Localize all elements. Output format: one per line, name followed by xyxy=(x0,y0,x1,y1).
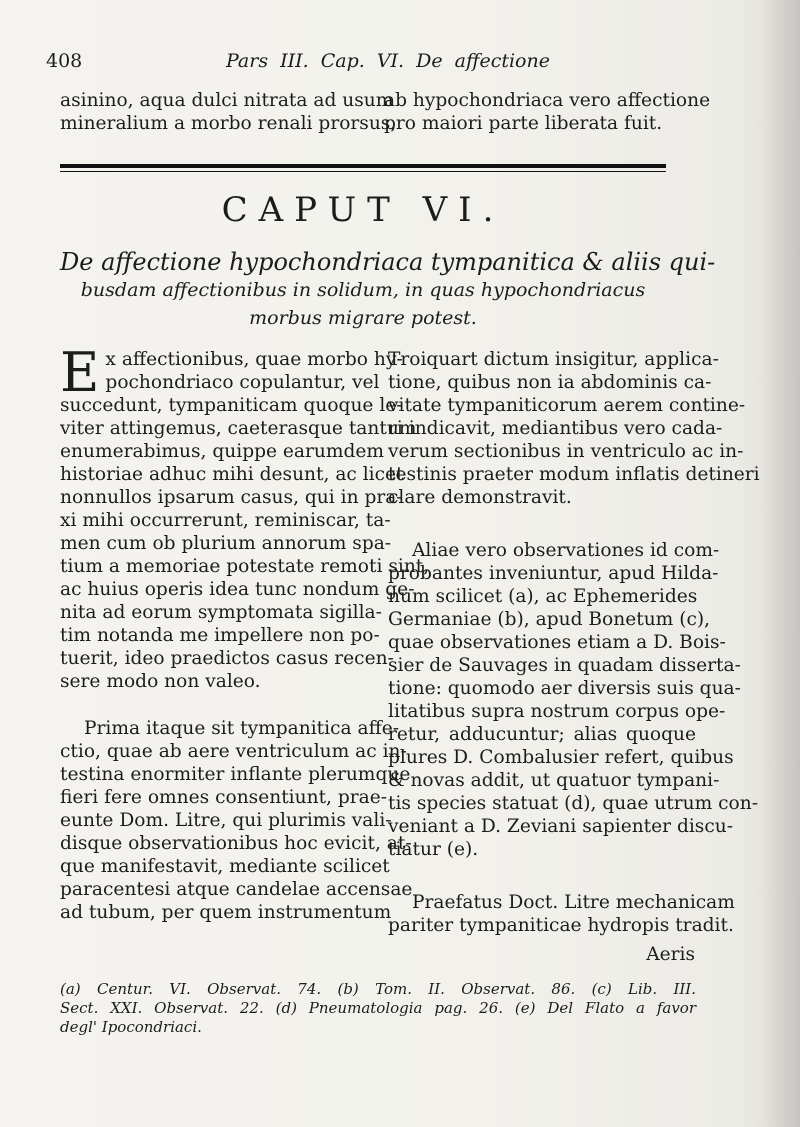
subtitle-line: busdam affectionibus in solidum, in quas hypochondriacus xyxy=(80,279,646,301)
footnote-line: (a) Centur. VI. Observat. 74. (b) Tom. II. Observat. 86. (c) Lib. III. xyxy=(60,980,696,998)
text-line: Aliae vero observationes id com- xyxy=(412,540,720,561)
text-line: tione, quibus non ia abdominis ca- xyxy=(388,372,712,393)
text-line: ctio, quae ab aere ventriculum ac in- xyxy=(60,741,407,762)
right-column xyxy=(388,348,760,937)
text-line: enumerabimus, quippe earumdem xyxy=(60,441,385,462)
text-line: tim notanda me impellere non po- xyxy=(60,625,380,646)
text-line: paracentesi atque candelae accensae xyxy=(60,879,413,900)
text-line: clare demonstravit. xyxy=(388,487,572,508)
text-line: tis species statuat (d), quae utrum con- xyxy=(388,793,758,814)
text-line: fieri fere omnes consentiunt, prae- xyxy=(60,787,388,808)
chapter-subtitle xyxy=(60,248,716,332)
text-line: sere modo non valeo. xyxy=(60,671,261,692)
text-line: pro maiori parte liberata fuit. xyxy=(384,113,663,134)
text-line: pochondriaco copulantur, vel xyxy=(105,372,380,393)
text-line: & novas addit, ut quatuor tympani- xyxy=(388,770,720,791)
text-line: eunte Dom. Litre, qui plurimis vali- xyxy=(60,810,392,831)
text-line: ad tubum, per quem instrumentum xyxy=(60,902,392,923)
text-line: disque observationibus hoc evicit, at- xyxy=(60,833,412,854)
paragraph xyxy=(388,539,758,861)
text-line: Germaniae (b), apud Bonetum (c), xyxy=(388,609,711,630)
text-line: sier de Sauvages in quadam disserta- xyxy=(388,655,741,676)
footnote-line: Sect. XXI. Observat. 22. (d) Pneumatologia pag. 26. (e) Del Flato a favor xyxy=(60,999,696,1017)
thick-rule xyxy=(60,164,666,168)
text-line: viter attingemus, caeterasque tantum xyxy=(60,418,417,439)
text-line: x affectionibus, quae morbo hy- xyxy=(105,349,403,370)
paragraph xyxy=(388,891,735,937)
text-line: veniant a D. Zeviani sapienter discu- xyxy=(388,816,734,837)
text-line: mineralium a morbo renali prorsus, xyxy=(60,113,397,134)
text-line: probantes inveniuntur, apud Hilda- xyxy=(388,563,719,584)
text-line: litatibus supra nostrum corpus ope- xyxy=(388,701,726,722)
text-line: que manifestavit, mediante scilicet xyxy=(60,856,390,877)
text-line: nita ad eorum symptomata sigilla- xyxy=(60,602,382,623)
text-line: ri indicavit, mediantibus vero cada- xyxy=(388,418,723,439)
paragraph xyxy=(60,717,413,924)
text-line: Prima itaque sit tympanitica affe- xyxy=(84,718,400,739)
text-line: num scilicet (a), ac Ephemerides xyxy=(388,586,698,607)
text-line: retur, adducuntur; alias quoque xyxy=(388,724,696,745)
text-line: quae observationes etiam a D. Bois- xyxy=(388,632,726,653)
left-column xyxy=(60,341,430,924)
chapter-heading: CAPUT VI. xyxy=(221,190,505,230)
page-number: 408 xyxy=(46,50,83,72)
text-line: men cum ob plurium annorum spa- xyxy=(60,533,392,554)
text-line: pariter tympaniticae hydropis tradit. xyxy=(388,915,734,936)
running-title: Pars III. Cap. VI. De affectione xyxy=(226,50,550,72)
text-line: historiae adhuc mihi desunt, ac licet xyxy=(60,464,404,485)
drop-cap: E xyxy=(60,341,100,404)
subtitle-line: De affectione hypochondriaca tympanitica & aliis qui- xyxy=(60,248,716,276)
text-line: testina enormiter inflante plerumque xyxy=(60,764,411,785)
subtitle-line: morbus migrare potest. xyxy=(249,307,477,329)
text-line: tium a memoriae potestate remoti sint, xyxy=(60,556,430,577)
text-line: ac huius operis idea tunc nondum ge- xyxy=(60,579,415,600)
catchword: Aeris xyxy=(646,944,695,965)
footnote-line: degl' Ipocondriaci. xyxy=(60,1018,202,1036)
text-line: ab hypochondriaca vero affectione xyxy=(384,90,711,111)
text-line: xi mihi occurrerunt, reminiscar, ta- xyxy=(60,510,391,531)
text-line: tione: quomodo aer diversis suis qua- xyxy=(388,678,741,699)
top-left-text xyxy=(60,89,397,135)
text-line: vitate tympaniticorum aerem contine- xyxy=(388,395,746,416)
text-line: tiatur (e). xyxy=(388,839,479,860)
text-line: asinino, aqua dulci nitrata ad usum xyxy=(60,90,394,111)
text-line: Troiquart dictum insigitur, applica- xyxy=(388,349,719,370)
top-right-text xyxy=(384,89,711,135)
text-line: plures D. Combalusier refert, quibus xyxy=(388,747,734,768)
footnotes xyxy=(60,980,696,1037)
thin-rule xyxy=(60,171,666,172)
text-line: nonnullos ipsarum casus, qui in pra- xyxy=(60,487,403,508)
text-line: verum sectionibus in ventriculo ac in- xyxy=(388,441,744,462)
running-head xyxy=(46,50,696,80)
text-line: succedunt, tympaniticam quoque le- xyxy=(60,395,403,416)
text-line: Praefatus Doct. Litre mechanicam xyxy=(412,892,735,913)
text-line: tuerit, ideo praedictos casus recen- xyxy=(60,648,394,669)
text-line: testinis praeter modum inflatis detineri xyxy=(388,464,760,485)
paragraph xyxy=(388,348,760,509)
paragraph xyxy=(60,341,430,693)
